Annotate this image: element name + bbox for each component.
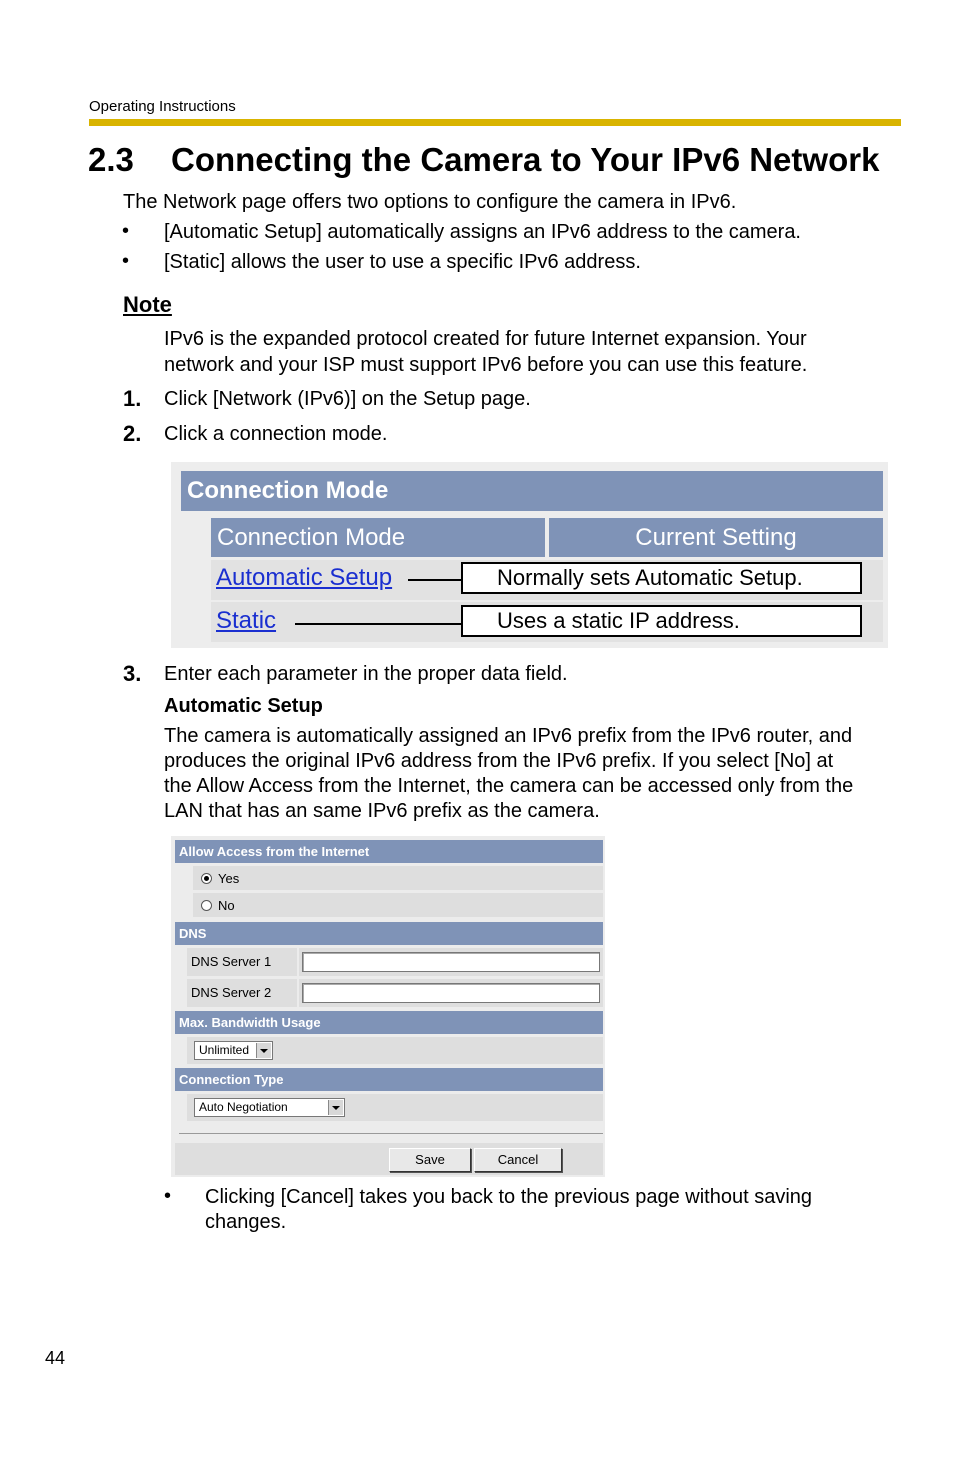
dns1-field-cell (299, 948, 603, 976)
automatic-setup-line: LAN that has an same IPv6 prefix as the camera. (164, 800, 600, 822)
option-row-no (193, 893, 603, 917)
yes-label: Yes (218, 871, 240, 886)
step-number: 1. (123, 386, 142, 411)
automatic-setup-line: the Allow Access from the Internet, the camera can be accessed only from the (164, 775, 854, 797)
option-row-yes (193, 866, 603, 890)
automatic-setup-link[interactable]: Automatic Setup (216, 564, 393, 591)
network-settings-panel (171, 836, 605, 1177)
static-link[interactable]: Static (216, 607, 277, 634)
running-header: Operating Instructions (89, 98, 236, 115)
button-bar (175, 1143, 603, 1175)
chevron-down-icon (328, 1100, 343, 1115)
step-text: Click a connection mode. (164, 423, 388, 445)
step-number: 3. (123, 661, 142, 686)
bandwidth-title: Max. Bandwidth Usage (175, 1011, 603, 1034)
bullet-automatic: [Automatic Setup] automatically assigns an IPv6 address to the camera. (164, 221, 801, 243)
callout-automatic: Normally sets Automatic Setup. (461, 562, 862, 594)
callout-static: Uses a static IP address. (461, 605, 862, 637)
callout-leader (295, 623, 462, 625)
connection-type-value: Auto Negotiation (199, 1100, 288, 1114)
dns2-label-cell (187, 979, 297, 1007)
divider (179, 1133, 603, 1134)
note-line: network and your ISP must support IPv6 before you can use this feature. (164, 354, 808, 376)
no-label: No (218, 898, 235, 913)
dns1-label: DNS Server 1 (191, 954, 272, 969)
step-text: Enter each parameter in the proper data field. (164, 663, 568, 685)
chevron-down-icon (256, 1043, 271, 1058)
cancel-note-line: changes. (205, 1211, 287, 1233)
dns-title: DNS (175, 922, 603, 945)
bandwidth-row (187, 1037, 603, 1064)
connection-type-select[interactable] (194, 1098, 345, 1117)
dns2-field-cell (299, 979, 603, 1007)
bullet-dot: • (122, 220, 130, 242)
automatic-setup-line: The camera is automatically assigned an IPv6 prefix from the IPv6 router, and (164, 725, 853, 747)
header-rule (89, 119, 901, 126)
step-text: Click [Network (IPv6)] on the Setup page. (164, 388, 531, 410)
no-radio[interactable] (201, 900, 212, 911)
automatic-setup-line: produces the original IPv6 address from the IPv6 prefix. If you select [No] at (164, 750, 834, 772)
cancel-note-line: Clicking [Cancel] takes you back to the previous page without saving (205, 1186, 813, 1208)
bullet-dot: • (164, 1185, 172, 1207)
column-header-setting: Current Setting (549, 518, 883, 557)
note-heading: Note (123, 292, 172, 317)
page-number: 44 (45, 1348, 66, 1368)
bandwidth-value: Unlimited (199, 1043, 250, 1057)
dns2-label: DNS Server 2 (191, 985, 272, 1000)
bullet-dot: • (122, 250, 130, 272)
bullet-static: [Static] allows the user to use a specific IPv6 address. (164, 251, 641, 273)
connection-type-title: Connection Type (175, 1068, 603, 1091)
note-line: IPv6 is the expanded protocol created for future Internet expansion. Your (164, 328, 807, 350)
dns2-input[interactable] (302, 983, 600, 1003)
yes-radio[interactable] (201, 873, 212, 884)
column-header-mode: Connection Mode (211, 518, 545, 557)
dns1-label-cell (187, 948, 297, 976)
dns1-input[interactable] (302, 952, 600, 972)
step-number: 2. (123, 421, 142, 446)
intro-paragraph: The Network page offers two options to configure the camera in IPv6. (123, 191, 737, 213)
connection-mode-panel (171, 462, 888, 648)
section-title (88, 141, 879, 179)
automatic-setup-heading: Automatic Setup (164, 695, 323, 717)
save-button[interactable]: Save (389, 1148, 471, 1172)
bandwidth-select[interactable] (194, 1041, 273, 1060)
connection-mode-title: Connection Mode (181, 471, 883, 511)
section-number: 2.3 (88, 141, 134, 178)
cancel-button[interactable]: Cancel (474, 1148, 562, 1172)
section-title-text: Connecting the Camera to Your IPv6 Network (171, 141, 880, 178)
callout-leader (408, 579, 462, 581)
allow-access-title: Allow Access from the Internet (175, 840, 603, 863)
connection-type-row (187, 1094, 603, 1121)
